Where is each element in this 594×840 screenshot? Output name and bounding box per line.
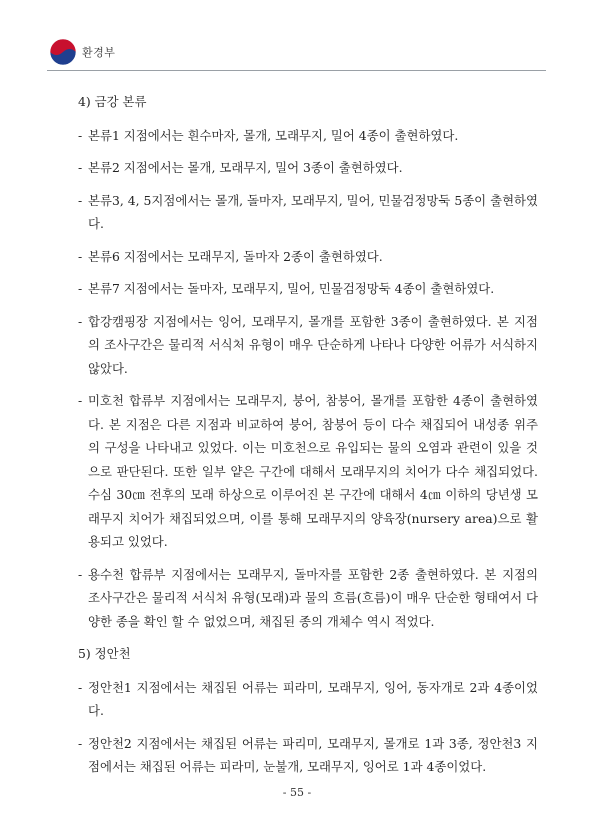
government-logo-icon [48,37,78,67]
page-header [48,38,115,66]
section-title: 5) 정안천 [78,646,131,661]
list-item: - 미호천 합류부 지점에서는 모래무지, 붕어, 참붕어, 몰개를 포함한 4종이 출현하였다. 본 지점은 다른 지점과 비교하여 붕어, 참붕어 등이 다수 채집되어 내성종 위주의 구성을 나타내고 있었다. 이는 미호천으로 유입되는 물의 오염과 관련이 있을 것으로 판단된다. 또한 일부 얕은 구간에 대해서 모래무지의 치어가 다수 채집되었다. 수심 30㎝ 전후의 모래 하상으로 이루어진 본 구간에 대해서 4㎝ 이하의 당년생 모래무지 치어가 채집되었으며, 이를 통해 모래무지의 양육장(nursery area)으로 활용되고 있었다. [78,393,538,549]
list-item: - 본류2 지점에서는 몰개, 모래무지, 밀어 3종이 출현하였다. [78,160,403,175]
list-item: - 합강캠핑장 지점에서는 잉어, 모래무지, 몰개를 포함한 3종이 출현하였다. 본 지점의 조사구간은 물리적 서식처 유형이 매우 단순하게 나타나 다양한 어류가 서식하지 않았다. [78,313,538,376]
list-item: - 정안천1 지점에서는 채집된 어류는 피라미, 모래무지, 잉어, 동자개로 2과 4종이었다. [78,679,538,718]
list-item: - 본류3, 4, 5지점에서는 몰개, 돌마자, 모래무지, 밀어, 민물검정망둑 5종이 출현하였다. [78,192,538,231]
section-title: 4) 금강 본류 [78,94,147,109]
document-body [78,90,538,788]
list-item: - 본류6 지점에서는 모래무지, 돌마자 2종이 출현하였다. [78,248,383,264]
organization-name: 환경부 [82,46,116,59]
section-jeongan-stream [78,642,538,779]
list-item: - 정안천2 지점에서는 채집된 어류는 파리미, 모래무지, 몰개로 1과 3종, 정안천3 지점에서는 채집된 어류는 피라미, 눈불개, 모래무지, 잉어로 1과 4종이었다. [78,735,538,774]
header-divider [47,70,546,71]
section-geum-river [78,90,538,633]
list-item: - 용수천 합류부 지점에서는 모래무지, 돌마자를 포함한 2종 출현하였다. 본 지점의 조사구간은 물리적 서식처 유형(모래)과 물의 흐름(흐름)이 매우 단순한 형태여서 다양한 종을 확인 할 수 없었으며, 채집된 종의 개체수 역시 적었다. [78,566,538,629]
page-number: - 55 - [282,786,312,799]
list-item: - 본류1 지점에서는 흰수마자, 몰개, 모래무지, 밀어 4종이 출현하였다. [78,127,459,143]
list-item: - 본류7 지점에서는 돌마자, 모래무지, 밀어, 민물검정망둑 4종이 출현하였다. [78,281,495,296]
